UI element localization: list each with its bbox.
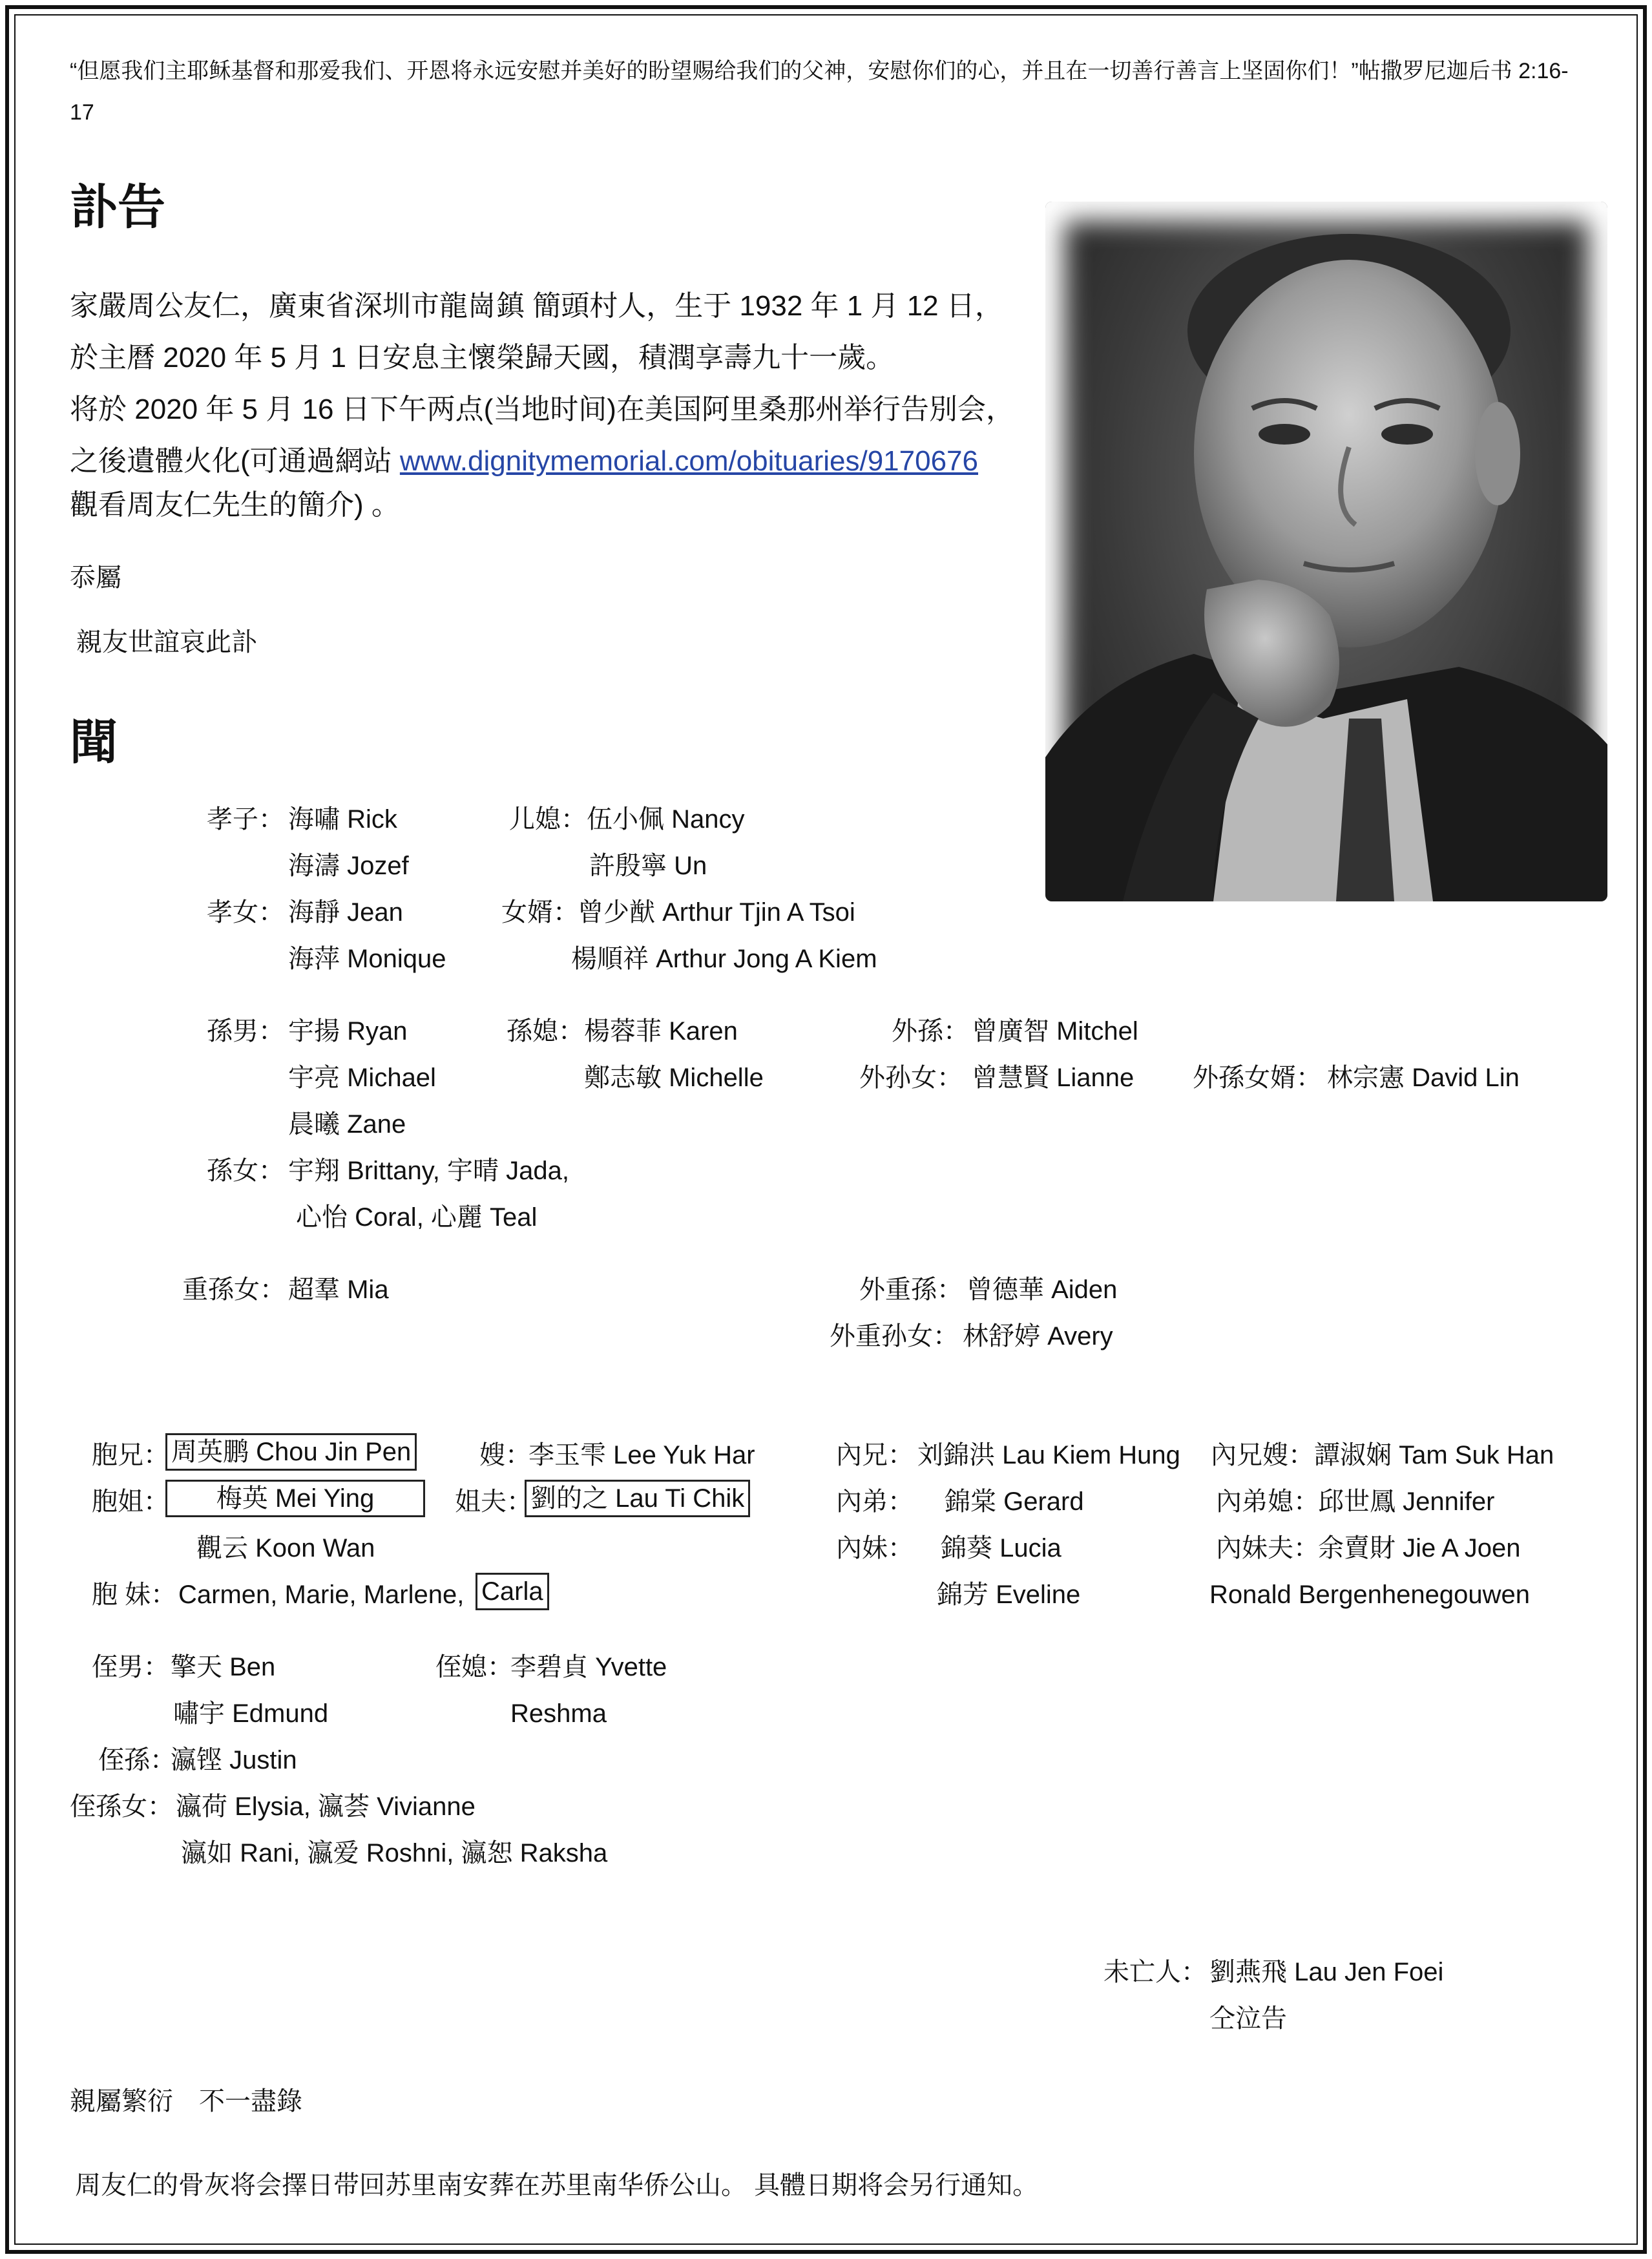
- sunnu-line-2: 心怡 Coral, 心麗 Teal: [296, 1203, 538, 1232]
- neimei-label: 內妹：: [836, 1534, 914, 1562]
- zhixi-name-2: Reshma: [510, 1699, 607, 1728]
- zhixi-label: 侄媳：: [435, 1653, 513, 1681]
- waichongsun-name: 曾德華 Aiden: [967, 1276, 1118, 1304]
- zhisunnu-line-1: 瀛荷 Elysia, 瀛荟 Vivianne: [176, 1792, 476, 1821]
- tianshu-label: 忝屬: [70, 563, 121, 592]
- waisunnuxu-name: 林宗憲 David Lin: [1327, 1064, 1520, 1092]
- neidixi-name: 邱世鳳 Jennifer: [1318, 1487, 1495, 1516]
- neixiongsao-name: 譚淑娴 Tam Suk Han: [1314, 1441, 1554, 1469]
- xiaonu-name-1: 海靜 Jean: [288, 898, 403, 927]
- page-title: 訃告: [70, 180, 165, 234]
- neimeifu-label: 內妹夫：: [1216, 1534, 1319, 1562]
- zhisun-name: 瀛铿 Justin: [171, 1746, 297, 1774]
- erxi-name-1: 伍小佩 Nancy: [587, 805, 745, 834]
- xiaonu-name-2: 海萍 Monique: [288, 945, 446, 973]
- neidixi-label: 內弟媳：: [1216, 1487, 1319, 1516]
- paozi-name-2: 觀云 Koon Wan: [196, 1534, 375, 1562]
- paomei-boxed-name: Carla: [476, 1573, 549, 1610]
- waichongsunnu-name: 林舒婷 Avery: [963, 1322, 1113, 1350]
- intro-line-4-prefix: 之後遺體火化(可通過網站: [70, 445, 400, 477]
- sao-label: 嫂：: [479, 1441, 531, 1469]
- paoxiong-name: 周英鹏 Chou Jin Pen: [165, 1433, 417, 1471]
- waisunnu-label: 外孙女：: [859, 1064, 963, 1092]
- zhixi-name-1: 李碧貞 Yvette: [510, 1653, 667, 1681]
- sunnu-label: 孫女：: [207, 1157, 284, 1185]
- intro-line-5: 觀看周友仁先生的簡介) 。: [70, 489, 400, 521]
- sunnu-line-1: 宇翔 Brittany, 宇晴 Jada,: [288, 1157, 569, 1185]
- neimeifu-name-2: Ronald Bergenhenegouwen: [1209, 1581, 1530, 1609]
- jiefu-label: 姐夫：: [455, 1487, 532, 1516]
- intro-line-3: 将於 2020 年 5 月 16 日下午两点(当地时间)在美国阿里桑那州举行告別会，: [70, 394, 1014, 425]
- portrait-photo: [1045, 202, 1607, 901]
- zhisunnu-label: 侄孫女：: [70, 1792, 173, 1821]
- zhisunnu-line-2: 瀛如 Rani, 瀛爱 Roshni, 瀛恕 Raksha: [181, 1839, 608, 1867]
- erxi-name-2: 許殷寧 Un: [589, 852, 707, 880]
- nuxu-label: 女婿：: [501, 898, 579, 927]
- paomei-label: 胞 妹：: [92, 1581, 177, 1609]
- neimeifu-name-1: 余賣財 Jie A Joen: [1318, 1534, 1521, 1562]
- paomei-names: Carmen, Marie, Marlene,: [178, 1581, 465, 1609]
- widow-label: 未亡人：: [1103, 1958, 1207, 1986]
- sao-name: 李玉雫 Lee Yuk Har: [528, 1441, 755, 1469]
- neimei-name-1: 錦葵 Lucia: [941, 1534, 1061, 1562]
- paozi-label: 胞姐：: [92, 1487, 169, 1516]
- nuxu-name-2: 楊順祥 Arthur Jong A Kiem: [571, 945, 877, 973]
- erxi-label: 儿媳：: [509, 805, 587, 834]
- sunnan-name-1: 宇揚 Ryan: [288, 1017, 408, 1045]
- intro-line-1: 家嚴周公友仁，廣東省深圳市龍崗鎮 簡頭村人，生于 1932 年 1 月 12 日，: [70, 290, 1003, 322]
- zhinan-label: 侄男：: [92, 1653, 169, 1681]
- neixiong-label: 內兄：: [836, 1441, 914, 1469]
- paoxiong-label: 胞兄：: [92, 1441, 169, 1469]
- xiaozi-name-2: 海濤 Jozef: [288, 852, 409, 880]
- zhinan-name-2: 嘯宇 Edmund: [173, 1699, 329, 1728]
- neixiongsao-label: 內兄嫂：: [1211, 1441, 1314, 1469]
- ashes-note: 周友仁的骨灰将会擇日带回苏里南安葬在苏里南华侨公山。 具體日期将会另行通知。: [75, 2171, 1039, 2200]
- sunxi-name-1: 楊蓉菲 Karen: [584, 1017, 738, 1045]
- nuxu-name-1: 曾少猷 Arthur Tjin A Tsoi: [578, 898, 855, 927]
- sunxi-name-2: 鄭志敏 Michelle: [584, 1064, 764, 1092]
- chongsunnu-label: 重孫女：: [182, 1276, 286, 1304]
- sunnan-label: 孫男：: [207, 1017, 284, 1045]
- intro-line-2: 於主曆 2020 年 5 月 1 日安息主懷榮歸天國，積潤享壽九十一歲。: [70, 342, 895, 373]
- bible-verse: “但愿我们主耶稣基督和那爱我们、开恩将永远安慰并美好的盼望赐给我们的父神，安慰你们的心，并且在一切善行善言上坚固你们！”帖撒罗尼迦后书 2:16-17: [70, 59, 1569, 125]
- neixiong-name: 刘錦洪 Lau Kiem Hung: [917, 1441, 1180, 1469]
- chongsunnu-name: 超羣 Mia: [288, 1276, 389, 1304]
- xiaozi-name-1: 海嘯 Rick: [288, 805, 397, 834]
- sunxi-label: 孫媳：: [507, 1017, 584, 1045]
- portrait-illustration: [1045, 202, 1607, 901]
- waisunnu-name: 曾慧賢 Lianne: [972, 1064, 1134, 1092]
- xiaozi-label: 孝子：: [207, 805, 284, 834]
- zhinan-name-1: 擎天 Ben: [171, 1653, 276, 1681]
- widow-sign: 仝泣告: [1209, 2004, 1287, 2033]
- sunnan-name-3: 晨曦 Zane: [288, 1110, 406, 1139]
- neimei-name-2: 錦芳 Eveline: [937, 1581, 1081, 1609]
- waisunnuxu-label: 外孫女婿：: [1193, 1064, 1322, 1092]
- sunnan-name-2: 宇亮 Michael: [288, 1064, 436, 1092]
- relatives-note: 親屬繁衍 不一盡錄: [70, 2087, 302, 2116]
- obituary-link[interactable]: www.dignitymemorial.com/obituaries/9170676: [399, 445, 978, 477]
- waichongsun-label: 外重孫：: [859, 1276, 963, 1304]
- waisun-name: 曾廣智 Mitchel: [972, 1017, 1138, 1045]
- wen-heading: 聞: [70, 715, 118, 769]
- jiefu-name: 劉的之 Lau Ti Chik: [525, 1480, 750, 1517]
- zhisun-label: 侄孫：: [98, 1746, 176, 1774]
- neidi-name: 錦棠 Gerard: [945, 1487, 1084, 1516]
- widow-name: 劉燕飛 Lau Jen Foei: [1209, 1958, 1444, 1986]
- paozi-name-1: 梅英 Mei Ying: [165, 1480, 425, 1517]
- waisun-label: 外孫：: [892, 1017, 969, 1045]
- xiaonu-label: 孝女：: [207, 898, 284, 927]
- neidi-label: 內弟：: [836, 1487, 914, 1516]
- waichongsunnu-label: 外重孙女：: [830, 1322, 959, 1350]
- qinyou-line: 親友世誼哀此訃: [76, 628, 257, 657]
